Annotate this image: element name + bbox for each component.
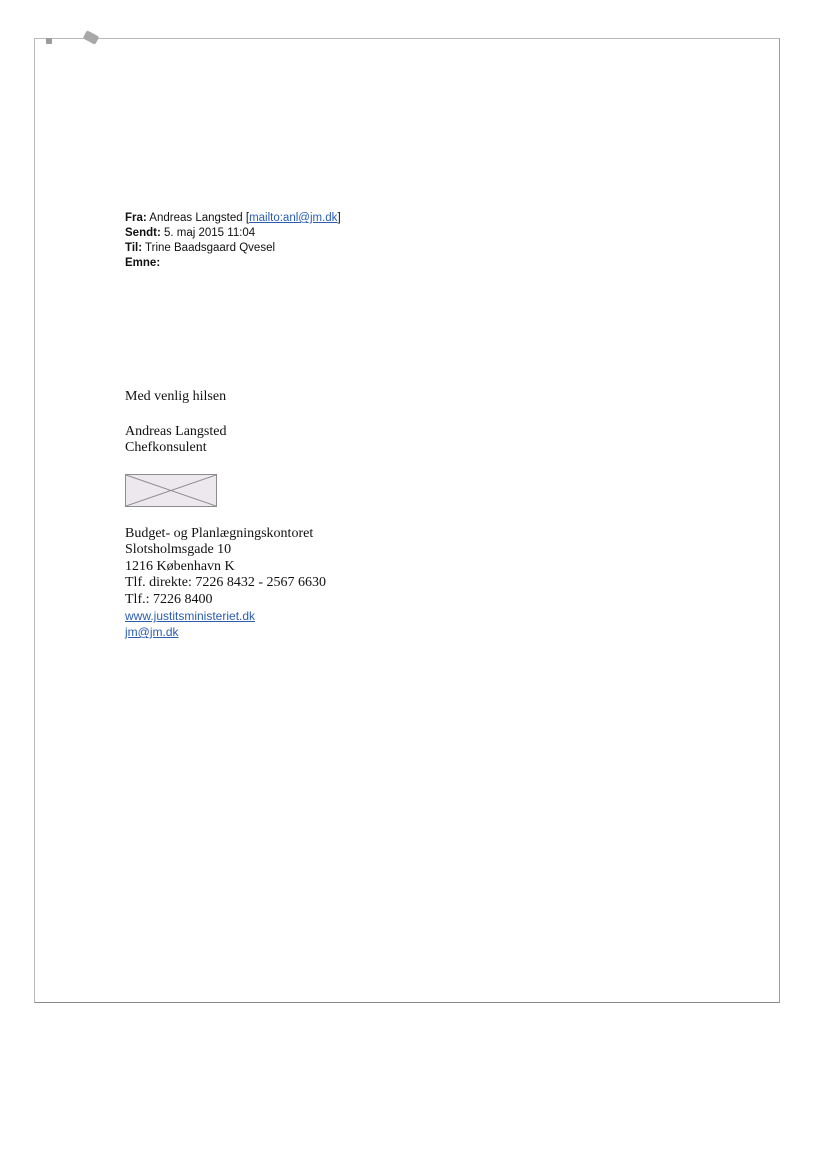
sent-row	[125, 226, 341, 241]
sent-value: 5. maj 2015 11:04	[163, 227, 256, 239]
city-address: 1216 København K	[125, 558, 235, 574]
email-header	[125, 211, 341, 271]
from-bracket-close: ]	[337, 212, 341, 224]
email-link[interactable]: jm@jm.dk	[125, 625, 179, 639]
phone-direct: Tlf. direkte: 7226 8432 - 2567 6630	[125, 575, 327, 590]
sent-label: Sendt:	[125, 227, 161, 239]
from-name: Andreas Langsted	[149, 212, 243, 224]
to-value: Trine Baadsgaard Qvesel	[145, 242, 276, 254]
subject-label: Emne:	[125, 257, 161, 269]
from-bracket-open: [	[245, 212, 250, 224]
from-label: Fra:	[125, 212, 147, 224]
website-link[interactable]: www.justitsministeriet.dk	[125, 609, 256, 623]
scan-mark	[46, 38, 52, 44]
sender-name: Andreas Langsted	[125, 423, 227, 439]
to-label: Til:	[125, 242, 143, 254]
greeting: Med venlig hilsen	[125, 389, 227, 404]
subject-row	[125, 256, 341, 271]
street-address: Slotsholmsgade 10	[125, 542, 232, 557]
address-block	[125, 526, 326, 641]
phone-main: Tlf.: 7226 8400	[125, 591, 213, 607]
from-mailto-link[interactable]: mailto:anl@jm.dk	[249, 212, 338, 224]
broken-image-icon	[125, 474, 217, 507]
sender-title: Chefkonsulent	[125, 440, 207, 455]
from-row	[125, 211, 341, 226]
office-name: Budget- og Planlægningskontoret	[125, 525, 314, 541]
to-row	[125, 241, 341, 256]
signature-block	[125, 389, 326, 640]
